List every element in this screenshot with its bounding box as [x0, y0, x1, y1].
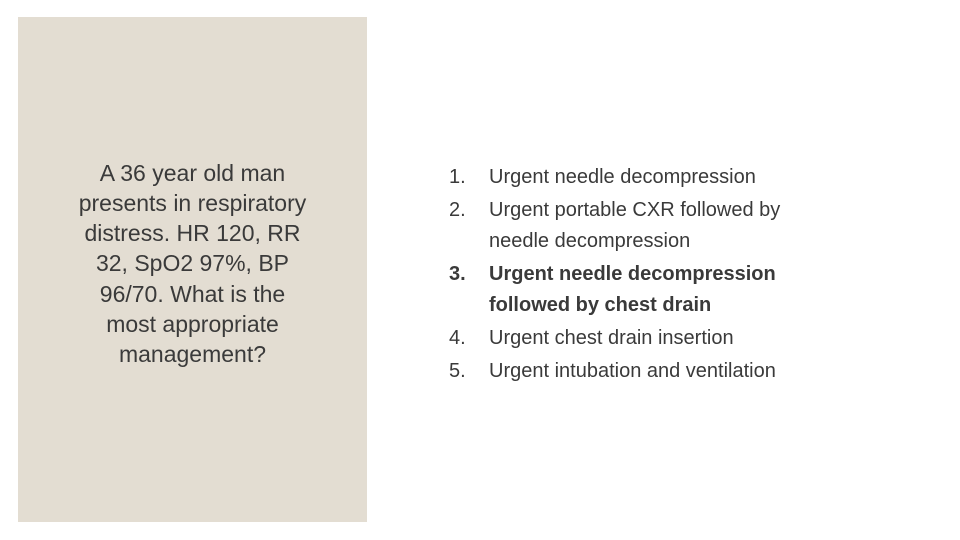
answer-label: Urgent portable CXR followed by needle decompression: [489, 199, 781, 252]
answer-label: Urgent needle decompression: [489, 166, 756, 188]
question-text: A 36 year old man presents in respiratory distress. HR 120, RR 32, SpO2 97%, BP 96/70. What is the most appropriate management?: [78, 159, 307, 367]
answer-option-1: [449, 162, 929, 193]
answer-label: Urgent chest drain insertion: [489, 327, 734, 349]
answer-option-3: [449, 259, 929, 321]
answer-number: 2.: [449, 199, 466, 221]
answer-number: 4.: [449, 327, 466, 349]
answer-number: 3.: [449, 263, 466, 285]
answer-label: Urgent needle decompression followed by chest drain: [489, 263, 776, 316]
answer-option-2: [449, 195, 929, 257]
answer-option-5: [449, 356, 929, 387]
question-panel: [18, 17, 367, 522]
answer-label: Urgent intubation and ventilation: [489, 360, 776, 382]
answer-option-4: [449, 323, 929, 354]
answer-list: [449, 162, 929, 389]
answer-number: 5.: [449, 360, 466, 382]
answer-number: 1.: [449, 166, 466, 188]
